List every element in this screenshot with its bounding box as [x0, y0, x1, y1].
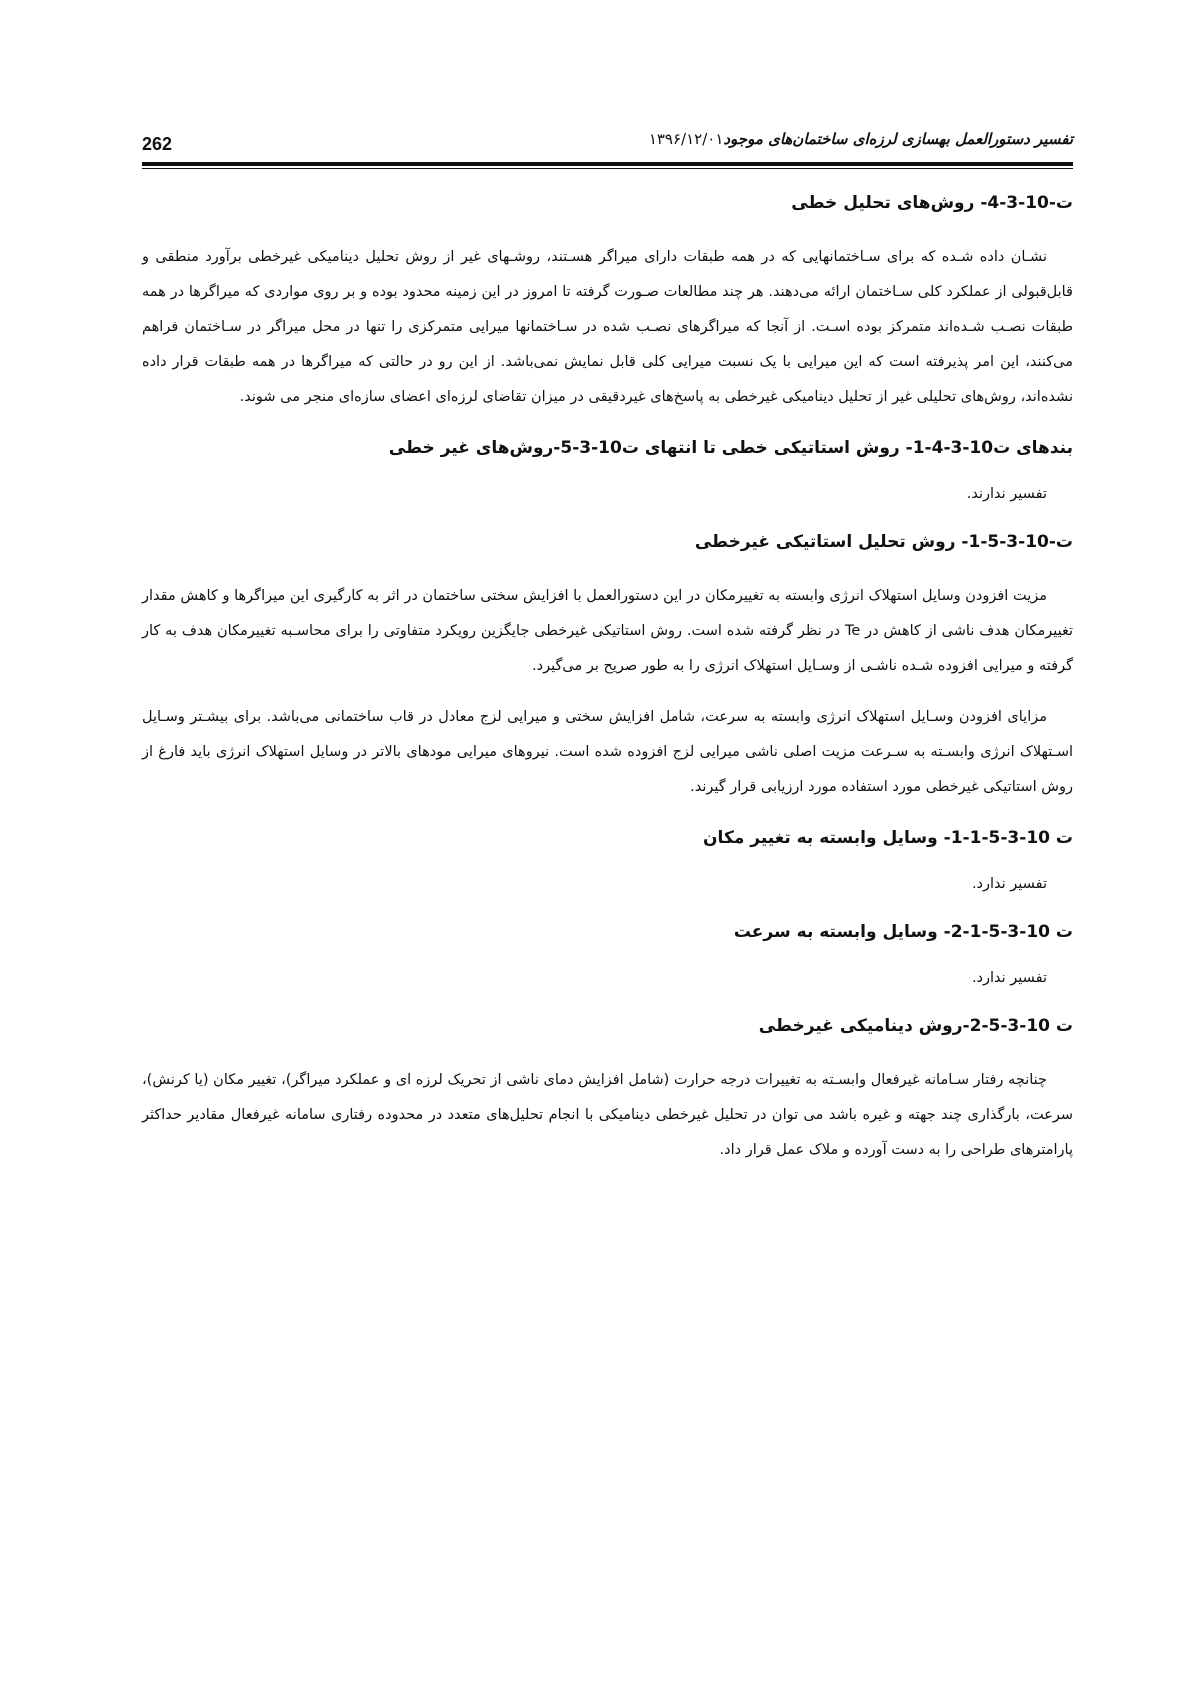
section-note: تفسیر ندارد.	[971, 970, 1047, 986]
body-paragraph: چنانچه رفتار سـامانه غیرفعال وابسـته به تغییرات درجه حرارت (شامل افزایش دمای ناشی از تحریک لرزه ای و عملکرد میراگر)، تغییر مکان (یا کرنش)، سرعت، بارگذاری چند جهته و غیره باشد می توان در تحلیل غیرخطی دینامیکی با انجام تحلیل‌های متعدد در محدوده رفتاری سامانه غیرفعال مقادیر حداکثر پارامترهای طراحی را به دست آورده و ملاک عمل قرار داد.	[142, 1072, 1073, 1158]
body-paragraph: نشـان داده شـده که برای سـاختمانهایی که در همه طبقات دارای میراگر هسـتند، روشـهای غیر از روش تحلیل دینامیکی غیرخطی برآورد منطقی و قابل‌قبولی از عملکرد کلی سـاختمان ارائه می‌دهند. هر چند مطالعات صـورت گرفته تا امروز در این زمینه محدود بوده و بر روی مواردی که میراگرها در همه طبقات نصـب شـده‌اند متمرکز بوده اسـت. از آنجا که میراگرهای نصـب شده در سـاختمانها میرایی متمرکزی را تنها در محل میراگر در سـاختمان فراهم می‌کنند، این امر پذیرفته است که این میرایی با یک نسبت میرایی کلی قابل نمایش نمی‌باشد. از این رو در حالتی که میراگرها در همه طبقات قرار داده نشده‌اند، روش‌های تحلیلی غیر از تحلیل دینامیکی غیرخطی به پاسخ‌های غیردقیقی در میزان تقاضای لرزه‌ای اعضای سازه‌ای منجر می شوند.	[142, 249, 1073, 405]
section-heading: ت-10-3-4- روش‌های تحلیل خطی	[791, 193, 1073, 213]
page-body	[142, 188, 1073, 1168]
section-heading: ت-10-3-5-1- روش تحلیل استاتیکی غیرخطی	[694, 532, 1073, 552]
section-heading: ت 10-3-5-2-روش دینامیکی غیرخطی	[758, 1016, 1073, 1036]
section-heading: ت 10-3-5-1-2- وسایل وابسته به سرعت	[733, 922, 1073, 942]
running-title-text: تفسیر دستورالعمل بهسازی لرزه‌ای ساختمان‌های موجود	[723, 130, 1073, 148]
header-rule-thick	[142, 162, 1073, 166]
page-header	[142, 122, 1073, 162]
section-note: تفسیر ندارد.	[971, 876, 1047, 892]
section-heading: بندهای ت10-3-4-1- روش استاتیکی خطی تا انتهای ت10-3-5-روش‌های غیر خطی	[388, 438, 1073, 458]
section-note: تفسیر ندارند.	[966, 486, 1047, 502]
running-title	[629, 130, 1073, 148]
page-number: 262	[142, 134, 173, 154]
body-paragraph: مزایای افزودن وسـایل استهلاک انرژی وابسته به سرعت، شامل افزایش سختی و میرایی لزج معادل در قاب ساختمانی می‌باشد. برای بیشـتر وسـایل اسـتهلاک انرژی وابسـته به سـرعت مزیت اصلی ناشی میرایی لزج افزوده شده است. نیروهای میرایی مودهای بالاتر در وسایل استهلاک انرژی باید فارغ از روش استاتیکی غیرخطی مورد استفاده مورد ارزیابی قرار گیرند.	[142, 709, 1073, 795]
header-rule-thin	[142, 168, 1073, 169]
header-date: ۱۳۹۶/۱۲/۰۱	[648, 130, 724, 148]
section-heading: ت 10-3-5-1-1- وسایل وابسته به تغییر مکان	[703, 828, 1073, 848]
body-paragraph: مزیت افزودن وسایل استهلاک انرژی وابسته به تغییرمکان در این دستورالعمل با افزایش سختی ساختمان در اثر به کارگیری این میراگرها و کاهش مقدار تغییرمکان هدف ناشی از کاهش در Te در نظر گرفته شده است. روش استاتیکی غیرخطی جایگزین رویکرد متفاوتی را برای محاسـبه تغییرمکان هدف به کار گرفته و میرایی افزوده شـده ناشـی از وسـایل استهلاک انرژی را به طور صریح بر می‌گیرد.	[142, 588, 1073, 674]
